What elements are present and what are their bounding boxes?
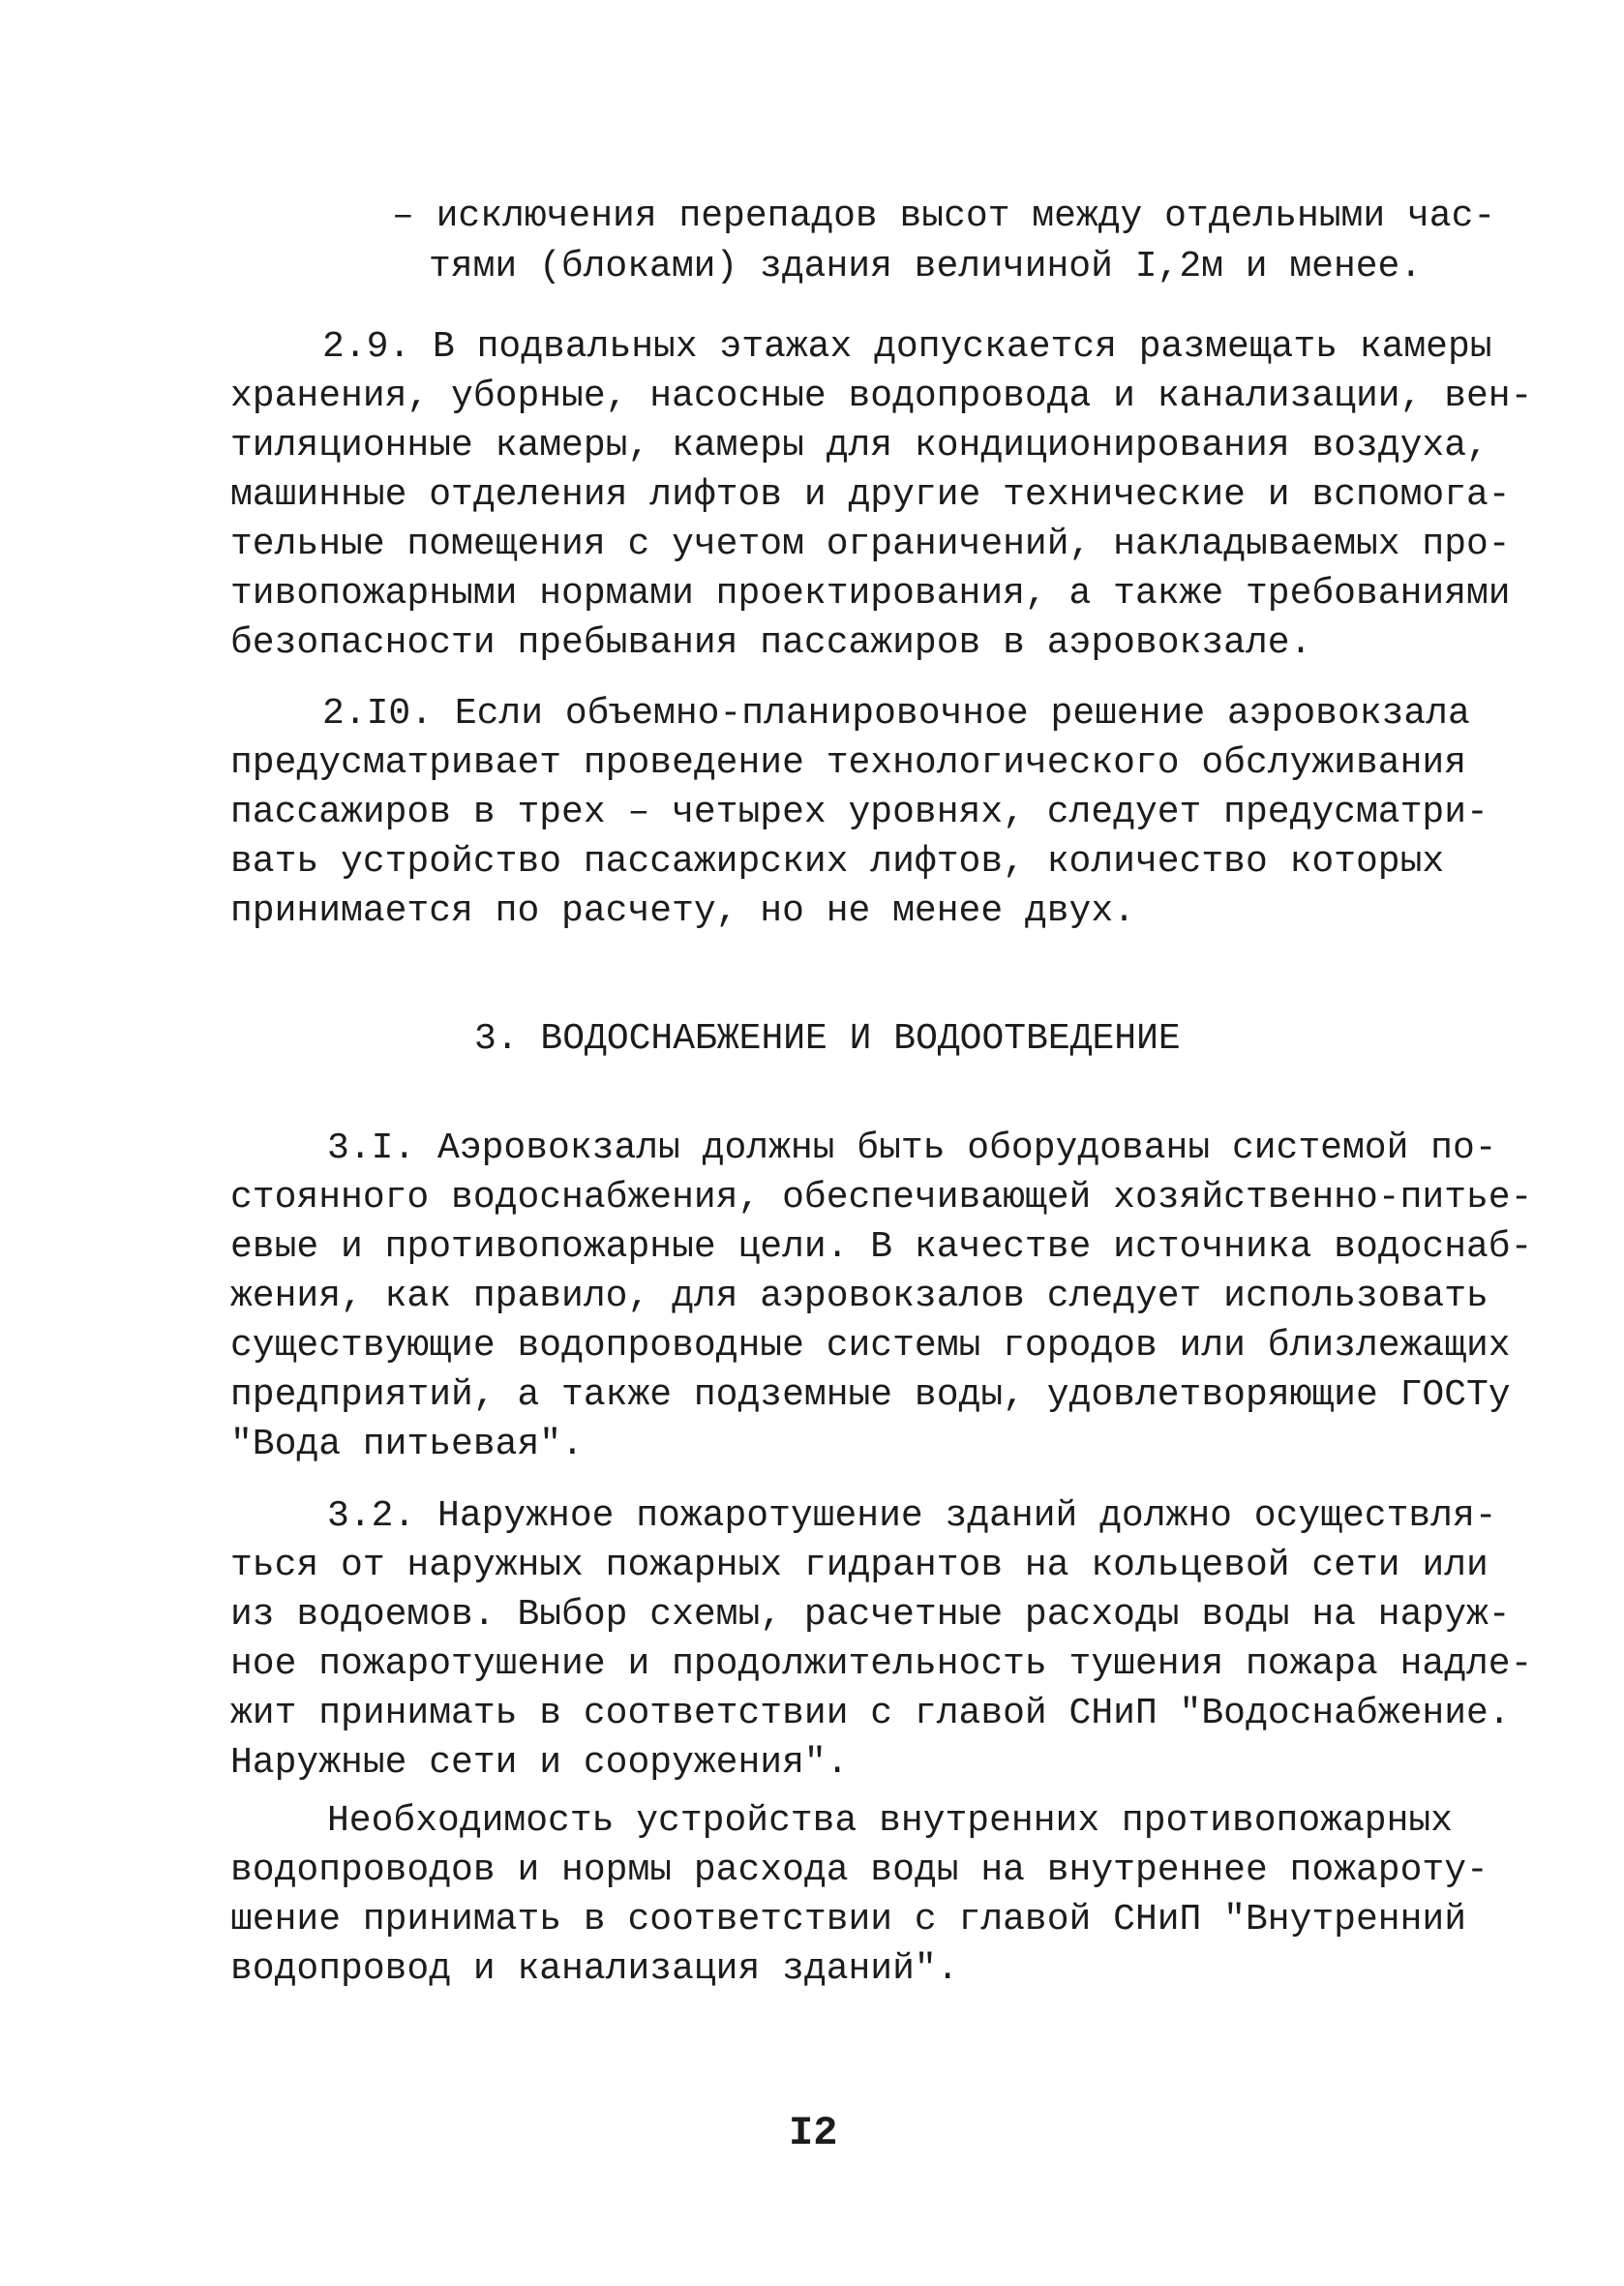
intro-bullet-line-2: тями (блоками) здания величиной I,2м и менее.	[429, 246, 1423, 287]
para-3-2-cont-line-3: шение принимать в соответствии с главой СНиП "Внутренний	[230, 1899, 1467, 1940]
para-3-1-line-6: предприятий, а также подземные воды, удовлетворяющие ГОСТу	[230, 1374, 1511, 1416]
para-3-2-cont-line-1: Необходимость устройства внутренних противопожарных	[327, 1800, 1453, 1842]
para-3-1-line-5: существующие водопроводные системы городов или близлежащих	[230, 1325, 1511, 1367]
para-3-1-line-7: "Вода питьевая".	[230, 1424, 584, 1465]
para-2-10-line-2: предусматривает проведение технологического обслуживания	[230, 742, 1467, 784]
para-3-2-line-1: 3.2. Наружное пожаротушение зданий должно осуществля-	[327, 1495, 1497, 1537]
para-2-10-line-4: вать устройство пассажирских лифтов, количество которых	[230, 841, 1445, 883]
para-3-2-line-4: ное пожаротушение и продолжительность тушения пожара надле-	[230, 1643, 1533, 1685]
para-2-9-line-5: тельные помещения с учетом ограничений, накладываемых про-	[230, 524, 1511, 565]
para-3-2-line-2: ться от наружных пожарных гидрантов на кольцевой сети или	[230, 1545, 1489, 1586]
para-2-9-line-4: машинные отделения лифтов и другие технические и вспомога-	[230, 474, 1511, 516]
para-2-10-line-3: пассажиров в трех – четырех уровнях, следует предусматри-	[230, 792, 1489, 833]
para-2-10-line-1: 2.I0. Если объемно-планировочное решение аэровокзала	[322, 693, 1470, 735]
para-2-9-line-2: хранения, уборные, насосные водопровода и канализации, вен-	[230, 376, 1533, 417]
page-number: I2	[789, 2110, 838, 2156]
para-3-2-cont-line-2: водопроводов и нормы расхода воды на внутреннее пожароту-	[230, 1850, 1489, 1891]
para-3-2-cont-line-4: водопровод и канализация зданий".	[230, 1948, 959, 1990]
para-3-1-line-4: жения, как правило, для аэровокзалов следует использовать	[230, 1276, 1489, 1317]
para-2-10-line-5: принимается по расчету, но не менее двух.	[230, 890, 1135, 932]
para-3-1-line-3: евые и противопожарные цели. В качестве источника водоснаб-	[230, 1226, 1533, 1268]
intro-bullet-line-1: – исключения перепадов высот между отдельными час-	[392, 196, 1496, 237]
para-2-9-line-1: 2.9. В подвальных этажах допускается размещать камеры	[322, 326, 1492, 368]
para-3-2-line-3: из водоемов. Выбор схемы, расчетные расходы воды на наруж-	[230, 1594, 1511, 1636]
para-2-9-line-7: безопасности пребывания пассажиров в аэровокзале.	[230, 622, 1312, 664]
para-3-1-line-2: стоянного водоснабжения, обеспечивающей хозяйственно-питье-	[230, 1177, 1533, 1218]
para-3-1-line-1: 3.I. Аэровокзалы должны быть оборудованы системой по-	[327, 1128, 1497, 1169]
para-3-2-line-5: жит принимать в соответствии с главой СНиП "Водоснабжение.	[230, 1693, 1511, 1734]
para-2-9-line-3: тиляционные камеры, камеры для кондиционирования воздуха,	[230, 425, 1489, 466]
para-3-2-line-6: Наружные сети и сооружения".	[230, 1742, 849, 1784]
section-heading: 3. ВОДОСНАБЖЕНИЕ И ВОДООТВЕДЕНИЕ	[474, 1018, 1181, 1060]
para-2-9-line-6: тивопожарными нормами проектирования, а также требованиями	[230, 573, 1511, 615]
